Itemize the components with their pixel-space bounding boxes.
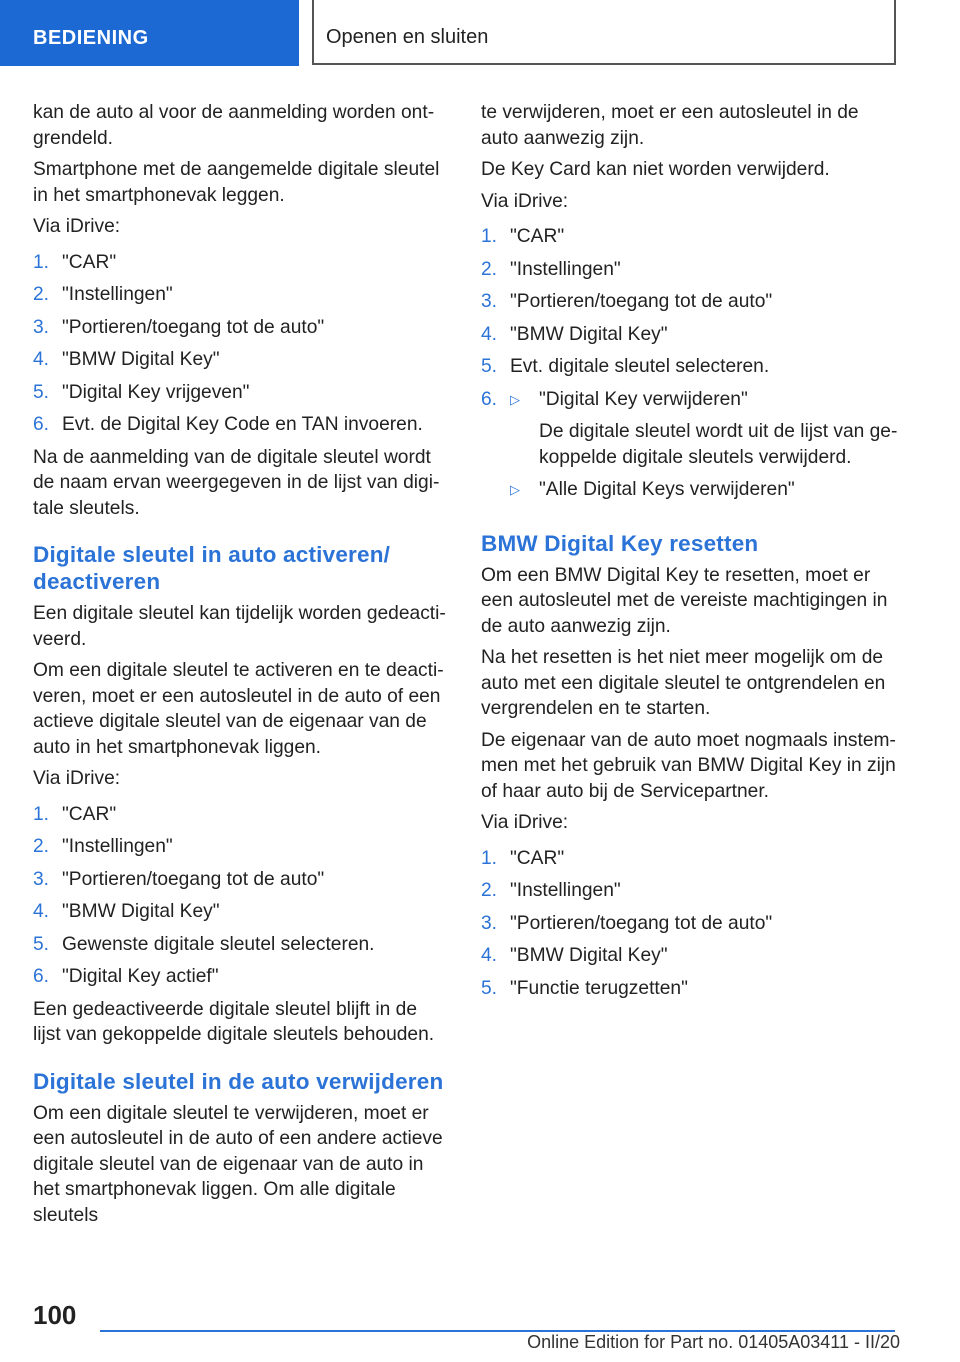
step-text: "Portieren/toegang tot de auto" <box>510 291 773 312</box>
chapter-tab <box>312 0 896 65</box>
list-item <box>33 250 449 276</box>
list-item <box>33 412 449 438</box>
step-number: 4. <box>481 323 498 345</box>
steps-list <box>481 846 901 1002</box>
triangle-icon: ▷ <box>510 391 520 407</box>
step-number: 5. <box>33 933 50 955</box>
section-tab <box>0 0 299 66</box>
step-number: 1. <box>481 847 498 869</box>
list-item <box>33 964 449 990</box>
list-item <box>33 315 449 341</box>
paragraph: Om een digitale sleutel te verwijderen, moet er een autosleutel in de auto of een andere actieve digitale sleutel van de eigenaar van de auto in het smartphonevak liggen. Om alle digitale sleutels <box>33 1102 443 1226</box>
step-number: 2. <box>33 284 50 305</box>
via-idrive-label: Via iDrive: <box>481 812 569 833</box>
list-item <box>481 943 901 969</box>
paragraph: Smartphone met de aangemelde digitale sleutel in het smartphonevak leggen. <box>33 159 440 206</box>
list-item <box>481 846 901 872</box>
steps-list <box>33 802 449 990</box>
step-number: 2. <box>481 880 498 901</box>
step-number: 3. <box>33 316 50 338</box>
step-text: "Portieren/toegang tot de auto" <box>62 868 325 890</box>
paragraph: kan de auto al voor de aanmelding worden ontgrendeld. <box>33 102 435 149</box>
paragraph: Om een BMW Digital Key te resetten, moet er een autosleutel met de vereiste machtigingen in de auto aanwezig zijn. <box>481 564 888 637</box>
step-number: 4. <box>33 901 50 922</box>
heading-activate: Digitale sleutel in auto activeren/ deactiveren <box>33 542 391 594</box>
paragraph: Een digitale sleutel kan tijdelijk worden gedeactiveerd. <box>33 603 446 650</box>
step-number: 3. <box>33 868 50 890</box>
list-item <box>33 380 449 406</box>
steps-list <box>481 224 901 380</box>
step-text: "CAR" <box>510 847 565 869</box>
step-number: 4. <box>33 349 50 370</box>
step-number: 3. <box>481 912 498 934</box>
step-body <box>510 387 901 510</box>
sub-option-text: "Alle Digital Keys verwijderen" <box>539 479 795 500</box>
step-number: 2. <box>33 836 50 857</box>
list-item <box>481 976 901 1002</box>
step-number: 6. <box>33 414 50 435</box>
heading-remove: Digitale sleutel in de auto verwijderen <box>33 1068 444 1094</box>
sub-option-text: "Digital Key verwijderen" <box>539 388 748 410</box>
paragraph: Na de aanmelding van de digitale sleutel wordt de naam ervan weergegeven in de lijst van digitale sleutels. <box>33 446 440 519</box>
step-number: 5. <box>481 356 498 377</box>
step-text: "Instellingen" <box>62 284 173 305</box>
list-item <box>481 387 901 510</box>
step-text: Evt. digitale sleutel selecteren. <box>510 356 770 377</box>
steps-list-continued <box>481 387 901 510</box>
paragraph: Om een digitale sleutel te activeren en te deactiveren, moet er een autosleutel in de auto of een actieve digitale sleutel van de eigenaar van de auto in het smartphonevak liggen. <box>33 660 444 758</box>
step-number: 5. <box>33 381 50 403</box>
list-item <box>481 224 901 250</box>
step-text: Gewenste digitale sleutel selecteren. <box>62 933 375 955</box>
paragraph: te verwijderen, moet er een autosleutel in de auto aanwezig zijn. <box>481 102 859 149</box>
step-text: "Portieren/toegang tot de auto" <box>62 316 325 338</box>
step-number: 1. <box>33 251 50 273</box>
via-idrive-label: Via iDrive: <box>481 190 569 212</box>
heading-reset: BMW Digital Key resetten <box>481 530 759 556</box>
step-text: "Functie terugzetten" <box>510 977 688 999</box>
paragraph: De Key Card kan niet worden verwijderd. <box>481 159 830 180</box>
step-text: "BMW Digital Key" <box>62 901 220 922</box>
step-text: "Digital Key vrijgeven" <box>62 381 250 403</box>
left-column <box>33 100 449 1234</box>
paragraph: Een gedeactiveerde digitale sleutel blijft in de lijst van gekoppelde digitale sleutels behouden. <box>33 998 435 1045</box>
right-column <box>481 100 901 1008</box>
page-number: 100 <box>33 1300 77 1330</box>
via-idrive-label: Via iDrive: <box>33 216 121 237</box>
step-text: "Digital Key actief" <box>62 966 219 987</box>
sub-option <box>510 477 901 503</box>
section-title: BEDIENING <box>33 26 149 49</box>
list-item <box>33 834 449 860</box>
list-item <box>481 911 901 937</box>
list-item <box>481 878 901 904</box>
edition-note: Online Edition for Part no. 01405A03411 - II/20 <box>527 1332 900 1352</box>
paragraph: De eigenaar van de auto moet nogmaals instemmen met het gebruik van BMW Digital Key in zijn of haar auto bij de Servicepartner. <box>481 729 896 802</box>
sub-option <box>510 387 901 413</box>
step-number: 1. <box>33 803 50 825</box>
list-item <box>33 802 449 828</box>
step-text: "Instellingen" <box>510 258 621 280</box>
step-text: "Instellingen" <box>510 880 621 901</box>
list-item <box>33 347 449 373</box>
step-text: "CAR" <box>510 226 565 247</box>
step-number: 6. <box>481 388 498 410</box>
step-text: "CAR" <box>62 251 117 273</box>
list-item <box>481 289 901 315</box>
list-item <box>481 322 901 348</box>
triangle-icon: ▷ <box>510 482 520 497</box>
step-number: 1. <box>481 226 498 247</box>
step-text: "CAR" <box>62 803 117 825</box>
list-item <box>33 282 449 308</box>
step-text: "BMW Digital Key" <box>510 945 668 966</box>
paragraph: Na het resetten is het niet meer mogelijk om de auto met een digitale sleutel te ontgrendelen en vergrendelen en te starten. <box>481 647 886 719</box>
step-number: 3. <box>481 291 498 312</box>
list-item <box>33 932 449 958</box>
list-item <box>481 257 901 283</box>
via-idrive-label: Via iDrive: <box>33 768 121 789</box>
step-number: 2. <box>481 258 498 280</box>
sub-option-note: De digitale sleutel wordt uit de lijst van gekoppelde digitale sleutels verwijderd. <box>539 421 898 468</box>
step-text: "Portieren/toegang tot de auto" <box>510 912 773 934</box>
steps-list <box>33 250 449 438</box>
list-item <box>33 899 449 925</box>
chapter-title: Openen en sluiten <box>326 26 489 48</box>
step-text: Evt. de Digital Key Code en TAN invoeren. <box>62 414 423 435</box>
step-text: "BMW Digital Key" <box>62 349 220 370</box>
list-item <box>33 867 449 893</box>
list-item <box>481 354 901 380</box>
step-text: "Instellingen" <box>62 836 173 857</box>
step-number: 4. <box>481 945 498 966</box>
step-number: 6. <box>33 966 50 987</box>
step-number: 5. <box>481 977 498 999</box>
step-text: "BMW Digital Key" <box>510 323 668 345</box>
